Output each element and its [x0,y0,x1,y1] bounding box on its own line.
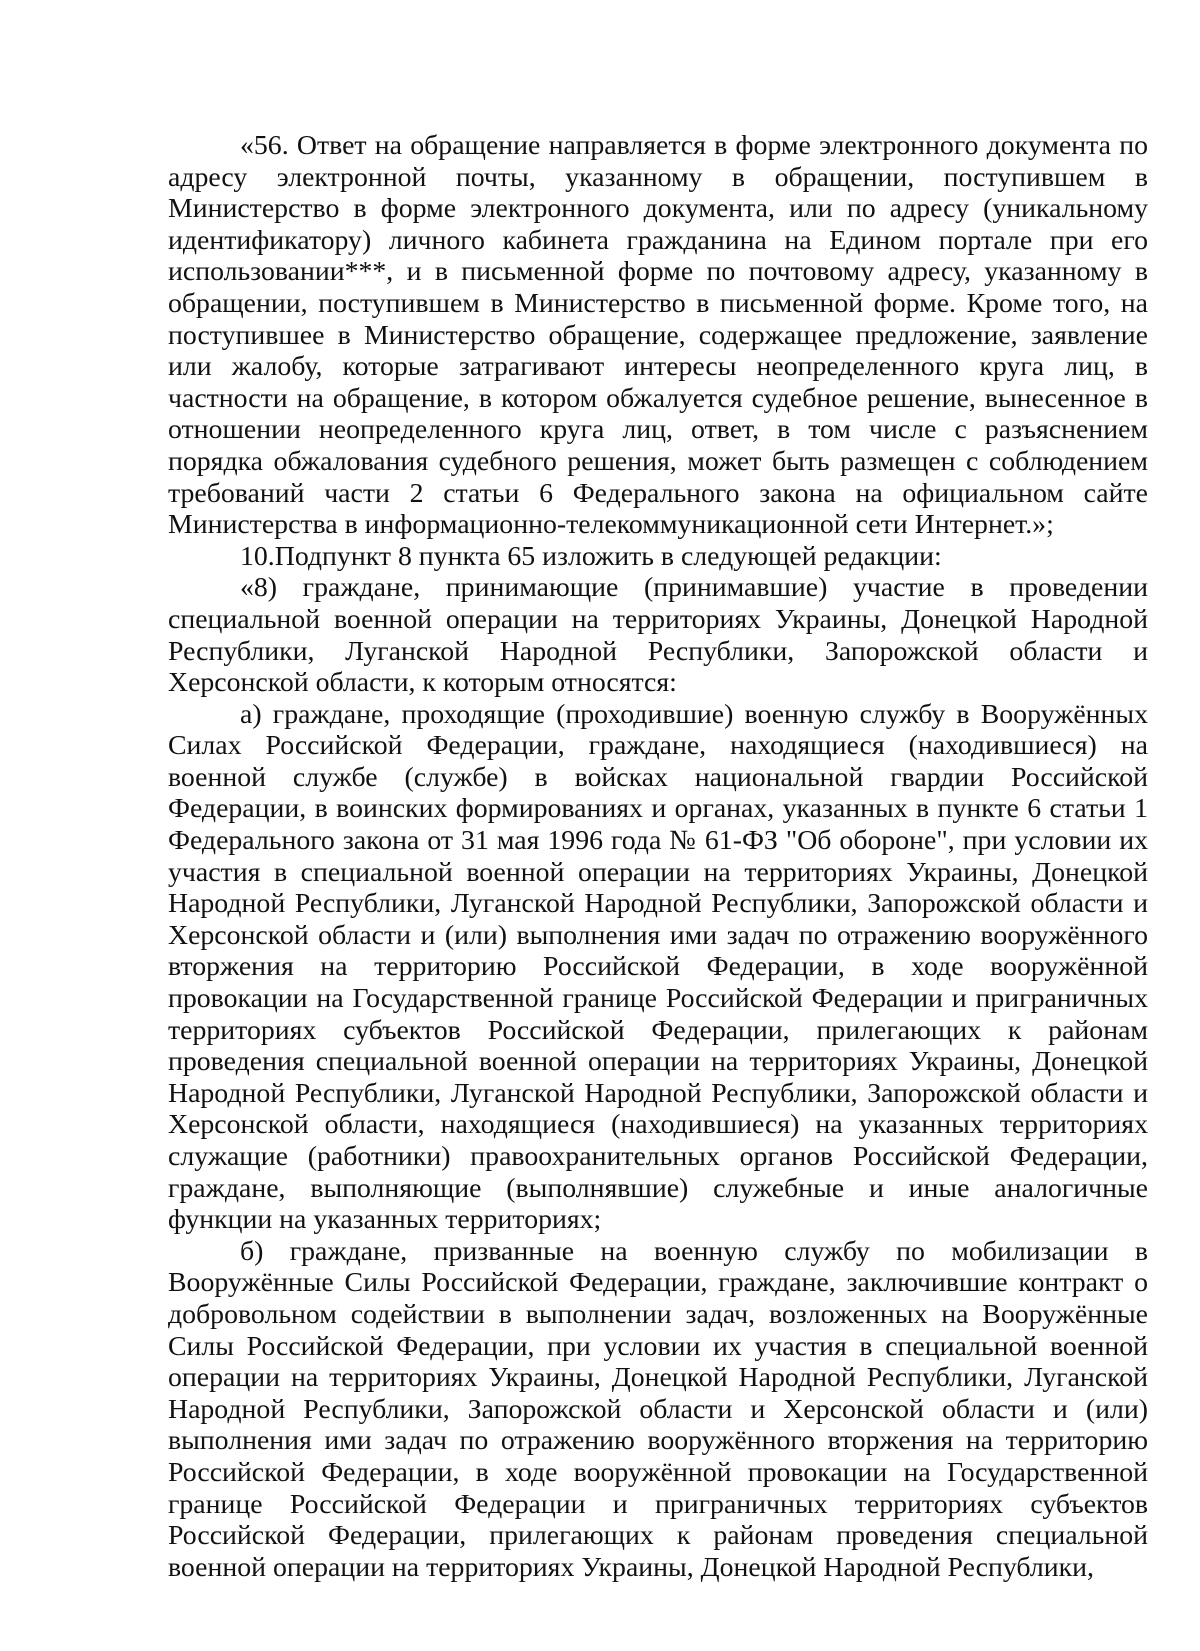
paragraph-a: а) граждане, проходящие (проходившие) военную службу в Вооружённых Силах Российской Федерации, граждане, находящиеся (находившиеся) на военной службе (службе) в войсках национальной гвардии Российской Федерации, в воинских формированиях и органах, указанных в пункте 6 статьи 1 Федерального закона от 31 мая 1996 года № 61-ФЗ "Об обороне", при условии их участия в специальной военной операции на территориях Украины, Донецкой Народной Республики, Луганской Народной Республики, Запорожской области и Херсонской области и (или) выполнения ими задач по отражению вооружённого вторжения на территорию Российской Федерации, в ходе вооружённой провокации на Государственной границе Российской Федерации и приграничных территориях субъектов Российской Федерации, прилегающих к районам проведения специальной военной операции на территориях Украины, Донецкой Народной Республики, Луганской Народной Республики, Запорожской области и Херсонской области, находящиеся (находившиеся) на указанных территориях служащие (работники) правоохранительных органов Российской Федерации, граждане, выполняющие (выполнявшие) служебные и иные аналогичные функции на указанных территориях; [168,698,1148,1236]
paragraph-b: б) граждане, призванные на военную службу по мобилизации в Вооружённые Силы Российской Федерации, граждане, заключившие контракт о добровольном содействии в выполнении задач, возложенных на Вооружённые Силы Российской Федерации, при условии их участия в специальной военной операции на территориях Украины, Донецкой Народной Республики, Луганской Народной Республики, Запорожской области и Херсонской области и (или) выполнения ими задач по отражению вооружённого вторжения на территорию Российской Федерации, в ходе вооружённой провокации на Государственной границе Российской Федерации и приграничных территориях субъектов Российской Федерации, прилегающих к районам проведения специальной военной операции на территориях Украины, Донецкой Народной Республики, [168,1235,1148,1583]
paragraph-8: «8) граждане, принимающие (принимавшие) участие в проведении специальной военной операции на территориях Украины, Донецкой Народной Республики, Луганской Народной Республики, Запорожской области и Херсонской области, к которым относятся: [168,572,1148,699]
paragraph-10: 10.Подпункт 8 пункта 65 изложить в следующей редакции: [240,540,942,572]
paragraph-56: «56. Ответ на обращение направляется в форме электронного документа по адресу электронной почты, указанному в обращении, поступившем в Министерство в форме электронного документа, или по адресу (уникальному идентификатору) личного кабинета гражданина на Едином портале при его использовании***, и в письменной форме по почтовому адресу, указанному в обращении, поступившем в Министерство в письменной форме. Кроме того, на поступившее в Министерство обращение, содержащее предложение, заявление или жалобу, которые затрагивают интересы неопределенного круга лиц, в частности на обращение, в котором обжалуется судебное решение, вынесенное в отношении неопределенного круга лиц, ответ, в том числе с разъяснением порядка обжалования судебного решения, может быть размещен с соблюдением требований части 2 статьи 6 Федерального закона на официальном сайте Министерства в информационно-телекоммуникационной сети Интернет.»; [168,130,1148,541]
document-page [168,130,1148,1583]
